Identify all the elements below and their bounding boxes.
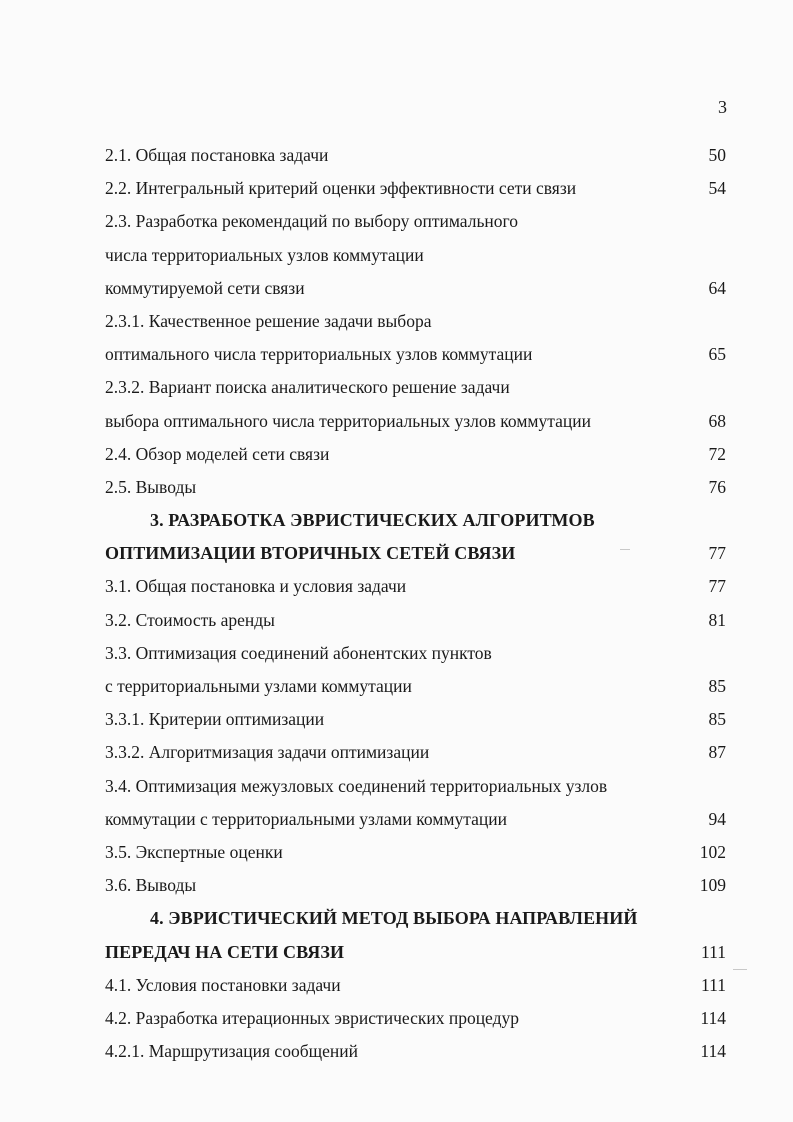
toc-entry [0, 1007, 793, 1040]
toc-entry-page: 50 [708, 145, 726, 165]
toc-chapter-heading [0, 542, 793, 575]
toc-entry-title: ОПТИМИЗАЦИИ ВТОРИЧНЫХ СЕТЕЙ СВЯЗИ [105, 543, 516, 564]
toc-entry-title: 4.2. Разработка итерационных эвристических процедур [105, 1007, 520, 1028]
toc-entry [0, 708, 793, 741]
toc-entry [0, 974, 793, 1007]
toc-entry [0, 808, 793, 841]
toc-entry-title: 2.5. Выводы [105, 476, 197, 497]
toc-entry-title: 2.3. Разработка рекомендаций по выбору оптимального [105, 211, 519, 232]
toc-entry-page: 54 [708, 178, 726, 199]
toc-entry-title: 2.2. Интегральный критерий оценки эффективности сети связи [105, 178, 577, 199]
toc-entry-title: 2.4. Обзор моделей сети связи [105, 443, 330, 464]
toc-entry-page: 102 [699, 841, 726, 862]
toc-entry-title: 4.2.1. Маршрутизация сообщений [105, 1041, 358, 1062]
toc-entry-title: оптимального числа территориальных узлов коммутации [105, 344, 533, 365]
toc-entry-page: 109 [699, 875, 726, 896]
toc-chapter-heading [0, 509, 793, 542]
toc-entry [0, 575, 793, 608]
toc-entry [0, 476, 793, 509]
toc-entry-page: 65 [708, 344, 726, 365]
toc-entry [0, 310, 793, 343]
toc-entry-title: 2.3.2. Вариант поиска аналитического решение задачи [105, 377, 510, 398]
toc-entry [0, 244, 793, 277]
toc-entry-page: 111 [701, 974, 726, 995]
scan-speck [733, 969, 747, 970]
toc-entry [0, 741, 793, 774]
toc-entry-page: 81 [708, 609, 726, 630]
toc-entry-title: 3.3.1. Критерии оптимизации [105, 709, 325, 730]
toc-entry-title: 4.1. Условия постановки задачи [105, 974, 341, 995]
toc-entry [0, 642, 793, 675]
toc-entry-page: 68 [708, 410, 726, 431]
toc-entry-title: выбора оптимального числа территориальных узлов коммутации [105, 410, 591, 431]
toc-entry [0, 410, 793, 443]
toc-entry-title: 3.1. Общая постановка и условия задачи [105, 576, 407, 597]
toc-entry-title: ПЕРЕДАЧ НА СЕТИ СВЯЗИ [105, 941, 345, 962]
toc-entry-page: 114 [700, 1041, 726, 1062]
toc-entry-title: 3.6. Выводы [105, 875, 197, 896]
toc-entry-page: 72 [708, 443, 726, 464]
toc-entry [0, 1040, 793, 1073]
toc-entry-title: 3.5. Экспертные оценки [105, 841, 283, 862]
toc-entry-title: коммутации с территориальными узлами коммутации [105, 808, 507, 829]
toc-entry-title: коммутируемой сети связи [105, 277, 305, 298]
toc-entry-title: с территориальными узлами коммутации [105, 676, 412, 696]
toc-entry-title: 3.4. Оптимизация межузловых соединений территориальных узлов [105, 775, 608, 796]
toc-entry-page: 85 [708, 676, 726, 696]
toc-entry [0, 675, 793, 708]
toc-entry [0, 376, 793, 409]
toc-entry-title: 3. РАЗРАБОТКА ЭВРИСТИЧЕСКИХ АЛГОРИТМОВ [150, 510, 595, 531]
toc-entry [0, 609, 793, 642]
toc-entry-page: 114 [700, 1007, 726, 1028]
toc-entry-page: 87 [708, 742, 726, 763]
toc-entry-title: 2.3.1. Качественное решение задачи выбора [105, 310, 432, 331]
toc-entry-title: числа территориальных узлов коммутации [105, 244, 424, 265]
toc-entry-title: 3.3. Оптимизация соединений абонентских пунктов [105, 642, 492, 663]
page-number: 3 [718, 97, 727, 117]
toc-entry [0, 144, 793, 177]
toc-chapter-heading [0, 941, 793, 974]
toc-entry-page: 94 [708, 808, 726, 829]
toc-entry-page: 111 [701, 941, 726, 962]
toc-entry [0, 841, 793, 874]
toc-entry-title: 2.1. Общая постановка задачи [105, 145, 329, 165]
toc-entry [0, 343, 793, 376]
toc-entry [0, 443, 793, 476]
toc-entry-page: 85 [708, 709, 726, 730]
toc-entry [0, 874, 793, 907]
toc-entry-page: 77 [708, 576, 726, 597]
table-of-contents [0, 144, 793, 1073]
toc-entry [0, 775, 793, 808]
toc-chapter-heading [0, 907, 793, 940]
toc-entry-title: 3.3.2. Алгоритмизация задачи оптимизации [105, 742, 430, 763]
toc-entry-title: 3.2. Стоимость аренды [105, 609, 275, 630]
scan-speck [620, 549, 630, 550]
toc-entry [0, 210, 793, 243]
toc-entry [0, 277, 793, 310]
toc-entry-page: 64 [708, 277, 726, 298]
toc-entry-title: 4. ЭВРИСТИЧЕСКИЙ МЕТОД ВЫБОРА НАПРАВЛЕНИЙ [150, 908, 638, 929]
toc-entry-page: 76 [708, 476, 726, 497]
toc-entry [0, 177, 793, 210]
toc-entry-page: 77 [708, 543, 726, 564]
